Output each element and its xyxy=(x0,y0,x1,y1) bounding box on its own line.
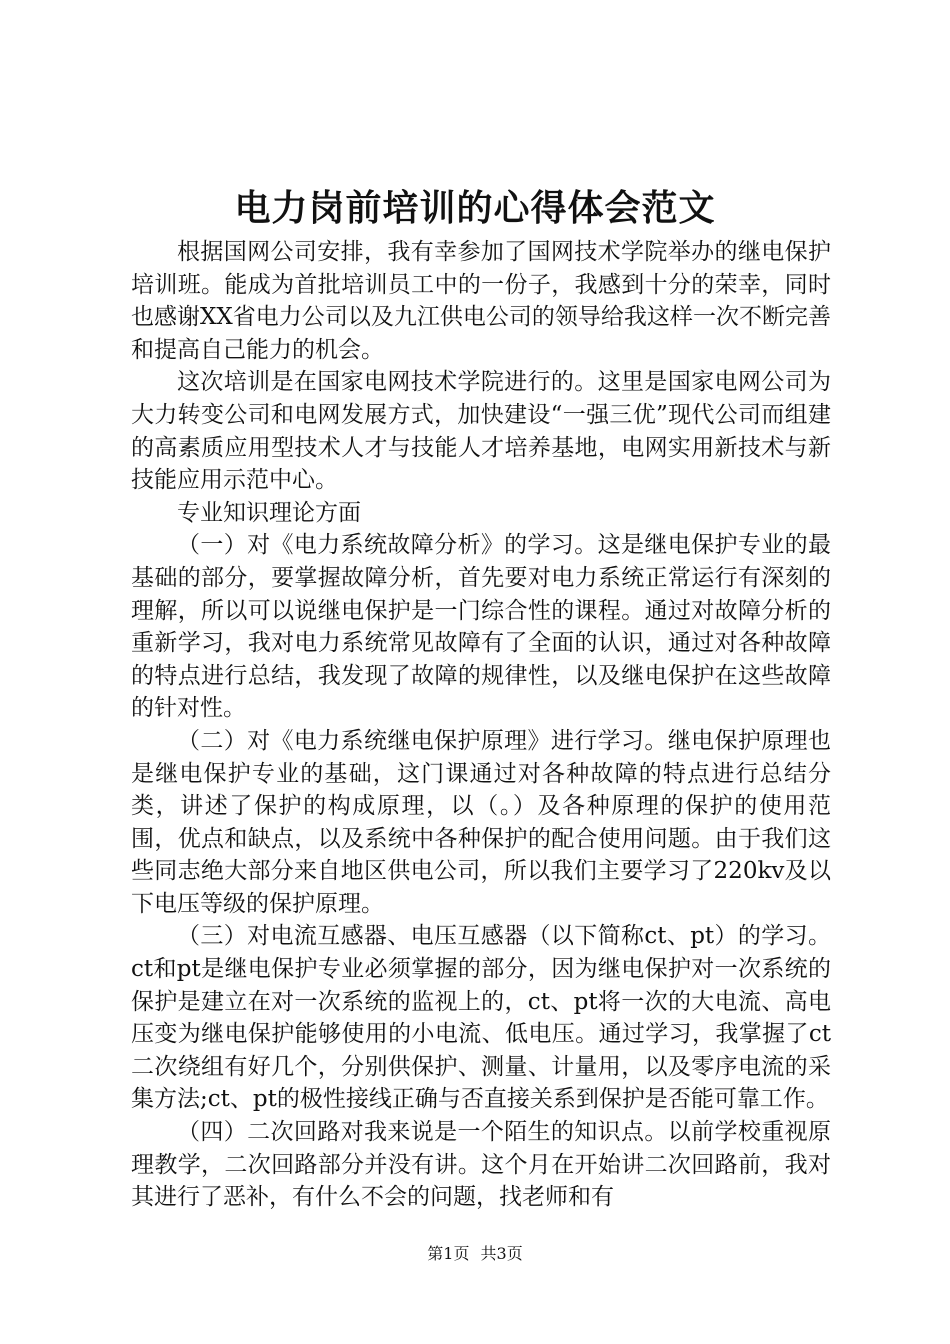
paragraph-item-3: （三）对电流互感器、电压互感器（以下简称ct、pt）的学习。ct和pt是继电保护专业必须掌握的部分，因为继电保护对一次系统的保护是建立在对一次系统的监视上的，ct、pt将一次的大电流、高电压变为继电保护能够使用的小电流、低电压。通过学习，我掌握了ct二次绕组有好几个，分别供保护、测量、计量用，以及零序电流的采集方法;ct、pt的极性接线正确与否直接关系到保护是否能可靠工作。 xyxy=(131,923,831,1113)
page-total: 共3页 xyxy=(480,1244,523,1263)
page-footer xyxy=(0,1243,950,1265)
paragraph-item-2: （二）对《电力系统继电保护原理》进行学习。继电保护原理也是继电保护专业的基础，这门课通过对各种故障的特点进行总结分类，讲述了保护的构成原理，以（。）及各种原理的保护的使用范围，优点和缺点，以及系统中各种保护的配合使用问题。由于我们这些同志绝大部分来自地区供电公司，所以我们主要学习了220kv及以下电压等级的保护原理。 xyxy=(131,727,831,917)
document-title: 电力岗前培训的心得体会范文 xyxy=(234,187,716,229)
document-body xyxy=(131,236,831,1214)
paragraph-training-location: 这次培训是在国家电网技术学院进行的。这里是国家电网公司为大力转变公司和电网发展方式，加快建设“一强三优”现代公司而组建的高素质应用型技术人才与技能人才培养基地，电网实用新技术与新技能应用示范中心。 xyxy=(131,369,831,494)
paragraph-intro: 根据国网公司安排，我有幸参加了国网技术学院举办的继电保护培训班。能成为首批培训员工中的一份子，我感到十分的荣幸，同时也感谢XX省电力公司以及九江供电公司的领导给我这样一次不断完善和提高自己能力的机会。 xyxy=(131,239,831,363)
section-heading-theory: 专业知识理论方面 xyxy=(177,499,361,526)
page-number: 第1页 xyxy=(427,1244,470,1263)
paragraph-item-4: （四）二次回路对我来说是一个陌生的知识点。以前学校重视原理教学，二次回路部分并没有讲。这个月在开始讲二次回路前，我对其进行了恶补，有什么不会的问题，找老师和有 xyxy=(131,1119,831,1211)
paragraph-item-1: （一）对《电力系统故障分析》的学习。这是继电保护专业的最基础的部分，要掌握故障分析，首先要对电力系统正常运行有深刻的理解，所以可以说继电保护是一门综合性的课程。通过对故障分析的重新学习，我对电力系统常见故障有了全面的认识，通过对各种故障的特点进行总结，我发现了故障的规律性，以及继电保护在这些故障的针对性。 xyxy=(131,532,831,722)
